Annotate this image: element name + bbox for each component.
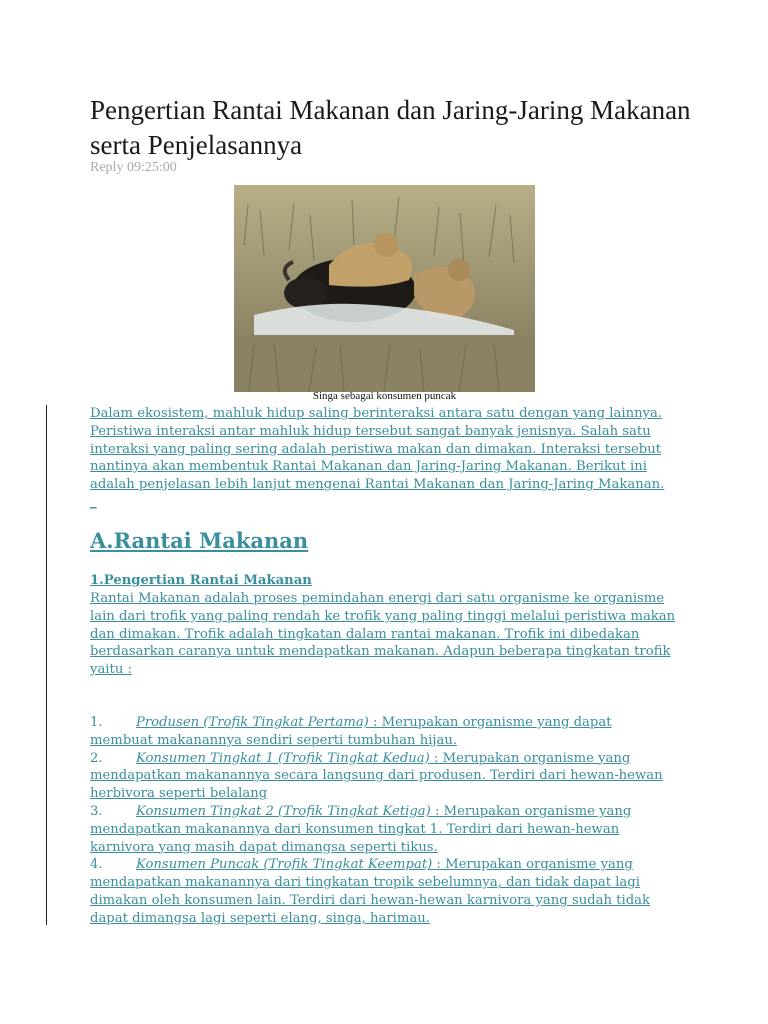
intro-line[interactable]: interaksi yang paling sering adalah peristiwa makan dan dimakan. Interaksi tersebut	[90, 441, 662, 457]
definition-line[interactable]: Rantai Makanan adalah proses pemindahan energi dari satu organisme ke organisme	[90, 591, 665, 606]
subsection-heading[interactable]: 1.Pengertian Rantai Makanan	[90, 573, 312, 588]
article-title: Pengertian Rantai Makanan dan Jaring-Jaring Makanan serta Penjelasannya	[90, 95, 691, 160]
intro-line[interactable]: Dalam ekosistem, mahluk hidup saling berinteraksi antara satu dengan yang lainnya.	[90, 406, 663, 421]
definition-line[interactable]: lain dari trofik yang paling rendah ke trofik yang paling tinggi melalui peristiwa makan	[90, 608, 676, 624]
definition-paragraph[interactable]	[90, 590, 680, 679]
list-item-continuation[interactable]: herbivora seperti belalang	[90, 786, 268, 802]
list-item[interactable]: 3. Konsumen Tingkat 2 (Trofik Tingkat Ketiga) : Merupakan organisme yang	[90, 803, 632, 819]
list-item[interactable]: 4. Konsumen Puncak (Trofik Tingkat Keempat) : Merupakan organisme yang	[90, 857, 633, 873]
list-item[interactable]: 1. Produsen (Trofik Tingkat Pertama) : Merupakan organisme yang dapat	[90, 715, 612, 730]
intro-trailer[interactable]: _	[90, 494, 97, 510]
list-item-continuation[interactable]: membuat makanannya sendiri seperti tumbuhan hijau.	[90, 732, 458, 748]
trophic-levels-list[interactable]	[90, 714, 680, 928]
definition-line[interactable]: dan dimakan. Trofik adalah tingkatan dalam rantai makanan. Trofik ini dibedakan	[90, 626, 640, 642]
post-meta: Reply 09:25:00	[90, 160, 177, 175]
section-heading[interactable]: A.Rantai Makanan	[90, 528, 309, 553]
intro-paragraph[interactable]	[90, 405, 680, 512]
intro-line[interactable]: adalah penjelasan lebih lanjut mengenai Rantai Makanan dan Jaring-Jaring Makanan.	[90, 477, 665, 493]
intro-line[interactable]: nantinya akan membentuk Rantai Makanan dan Jaring-Jaring Makanan. Berikut ini	[90, 459, 647, 475]
list-item-continuation[interactable]: dimakan oleh konsumen lain. Terdiri dari hewan-hewan karnivora yang sudah tidak	[90, 892, 650, 908]
image-caption: Singa sebagai konsumen puncak	[312, 390, 457, 402]
lion-buffalo-photo	[234, 185, 535, 392]
photo-illustration	[234, 185, 535, 392]
list-item-continuation[interactable]: karnivora yang masih dapat dimangsa seperti tikus.	[90, 839, 438, 855]
definition-line[interactable]: berdasarkan caranya untuk mendapatkan makanan. Adapun beberapa tingkatan trofik	[90, 644, 671, 660]
intro-line[interactable]: Peristiwa interaksi antar mahluk hidup tersebut sangat banyak jenisnya. Salah satu	[90, 423, 651, 439]
definition-line[interactable]: yaitu :	[90, 662, 132, 678]
list-item-continuation[interactable]: mendapatkan makanannya secara langsung dari produsen. Terdiri dari hewan-hewan	[90, 768, 663, 784]
list-item-continuation[interactable]: dapat dimangsa lagi seperti elang, singa, harimau.	[90, 910, 430, 926]
left-border-line	[46, 405, 47, 925]
list-item-continuation[interactable]: mendapatkan makanannya dari konsumen tingkat 1. Terdiri dari hewan-hewan	[90, 821, 620, 837]
list-item[interactable]: 2. Konsumen Tingkat 1 (Trofik Tingkat Kedua) : Merupakan organisme yang	[90, 750, 631, 766]
list-item-continuation[interactable]: mendapatkan makanannya dari tingkatan tropik sebelumnya, dan tidak dapat lagi	[90, 875, 640, 891]
